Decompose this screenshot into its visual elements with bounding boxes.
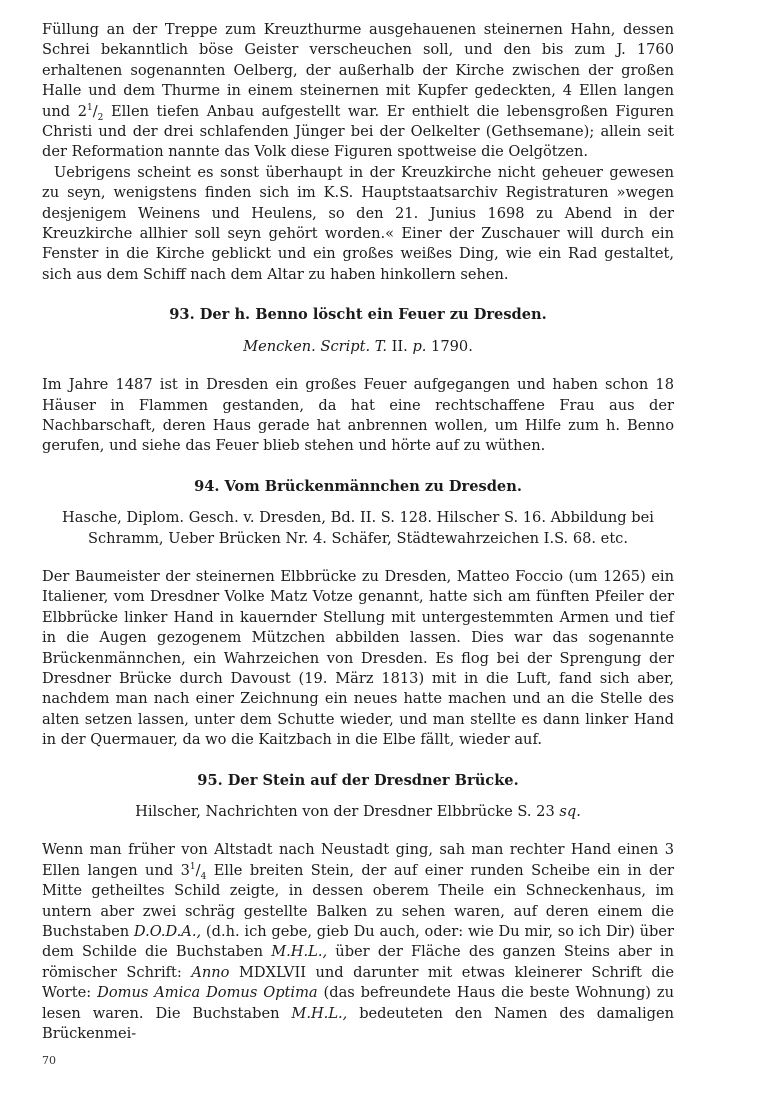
intro-paragraph-2: Uebrigens scheint es sonst überhaupt in der Kreuzkirche nicht geheuer gewesen zu seyn, wenigstens finden sich im K.S. Hauptstaatsarchiv Registraturen »wegen desjenigem Weinens und Heulens, so den 21. Junius 1698 zu Abend in der Kreuzkirche allhier soll seyn gehört worden.« Einer der Zuschauer will durch ein Fenster in die Kirche geblickt und ein großes weißes Ding, wie ein Rad gestaltet, sich aus dem Schiff nach dem Altar zu haben hinkollern sehen.	[42, 163, 674, 283]
page-body	[42, 20, 674, 1044]
section-93-title: 93. Der h. Benno löscht ein Feuer zu Dresden.	[169, 306, 547, 324]
section-93-source: Mencken. Script. T. II. p. 1790.	[243, 337, 473, 355]
section-94-source-line-2: Schramm, Ueber Brücken Nr. 4. Schäfer, Städtewahrzeichen I.S. 68. etc.	[88, 529, 628, 547]
section-95-text: Wenn man früher von Altstadt nach Neustadt ging, sah man rechter Hand einen 3 Ellen langen und $3^1/_4$ Elle breiten Stein, der auf einer runden Scheibe ein in der Mitte getheiltes Schild zeigte, in dessen oberem Theile ein Schneckenhaus, im untern aber zwei schräg gestellte Balken zu sehen waren, auf deren einem die Buchstaben D.O.D.A., (d.h. ich gebe, gieb Du auch, oder: wie Du mir, so ich Dir) über dem Schilde die Buchstaben M.H.L., über der Fläche des ganzen Steins aber in römischer Schrift: Anno MDXLVII und darunter mit etwas kleinerer Schrift die Worte: Domus Amica Domus Optima (das befreundete Haus die beste Wohnung) zu lesen waren. Die Buchstaben M.H.L., bedeuteten den Namen des damaligen Brückenmei-	[42, 841, 674, 1043]
section-94-title: 94. Vom Brückenmännchen zu Dresden.	[194, 477, 522, 495]
section-94-source-line-1: Hasche, Diplom. Gesch. v. Dresden, Bd. II. S. 128. Hilscher S. 16. Abbildung bei	[62, 509, 654, 527]
section-95-source: Hilscher, Nachrichten von der Dresdner Elbbrücke S. 23 sq.	[135, 803, 581, 820]
section-94-text: Der Baumeister der steinernen Elbbrücke zu Dresden, Matteo Foccio (um 1265) ein Italiener, vom Dresdner Volke Matz Votze genannt, hatte sich am fünften Pfeiler der Elbbrücke linker Hand in kauernder Stellung mit untergestemmten Armen und tief in die Augen gezogenem Mützchen abbilden lassen. Dies war das sogenannte Brückenmännchen, ein Wahrzeichen von Dresden. Es flog bei der Sprengung der Dresdner Brücke durch Davoust (19. März 1813) mit in die Luft, fand sich aber, nachdem man nach einer Zeichnung ein neues hatte machen und an die Stelle des alten setzen lassen, unter dem Schutte wieder, und man stellte es dann linker Hand in der Quermauer, da wo die Kaitzbach in die Elbe fällt, wieder auf.	[42, 567, 674, 749]
section-95-title: 95. Der Stein auf der Dresdner Brücke.	[197, 771, 519, 789]
intro-paragraph-1: Füllung an der Treppe zum Kreuzthurme ausgehauenen steinernen Hahn, dessen Schrei bekanntlich böse Geister verscheuchen soll, und den bis zum J. 1760 erhaltenen sogenannten Oelberg, der außerhalb der Kirche zwischen der großen Halle und dem Thurme in einem steinernen mit Kupfer gedeckten, 4 Ellen langen und $2^1/_2$ Ellen tiefen Anbau aufgestellt war. Er enthielt die lebensgroßen Figuren Christi und der drei schlafenden Jünger bei der Oelkelter (Gethsemane); allein seit der Reformation nannte das Volk diese Figuren spottweise die Oelgötzen.	[42, 21, 674, 161]
page-number: 70	[42, 1054, 56, 1067]
section-93-text: Im Jahre 1487 ist in Dresden ein großes Feuer aufgegangen und haben schon 18 Häuser in Flammen gestanden, da hat eine rechtschaffene Frau aus der Nachbarschaft, deren Haus gerade hat anbrennen wollen, um Hilfe zum h. Benno gerufen, und siehe das Feuer blieb stehen und hörte auf zu wüthen.	[42, 376, 674, 455]
